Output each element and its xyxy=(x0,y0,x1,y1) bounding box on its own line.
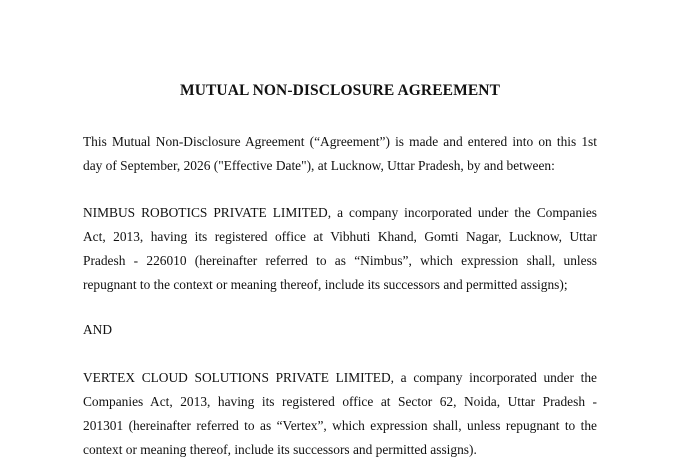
party-one-paragraph xyxy=(83,201,597,297)
text-line: Companies Act, 2013, having its registered office at Sector 62, Noida, Uttar Pradesh - xyxy=(83,394,597,409)
document-title: MUTUAL NON-DISCLOSURE AGREEMENT xyxy=(179,82,501,99)
text-line: context or meaning thereof, include its successors and permitted assigns). xyxy=(83,442,477,457)
preamble-paragraph xyxy=(83,130,597,178)
text-line: NIMBUS ROBOTICS PRIVATE LIMITED, a company incorporated under the Companies xyxy=(83,205,597,220)
and-separator xyxy=(83,318,597,342)
text-line: Act, 2013, having its registered office at Vibhuti Khand, Gomti Nagar, Lucknow, Uttar xyxy=(83,229,597,244)
text-line: VERTEX CLOUD SOLUTIONS PRIVATE LIMITED, a company incorporated under the xyxy=(83,370,597,385)
text-line: Pradesh - 226010 (hereinafter referred to as “Nimbus”, which expression shall, unless xyxy=(83,253,597,268)
text-line: This Mutual Non-Disclosure Agreement (“Agreement”) is made and entered into on this 1st xyxy=(83,134,597,149)
party-two-paragraph xyxy=(83,366,597,462)
text-line: AND xyxy=(83,322,113,337)
text-line: day of September, 2026 ("Effective Date"), at Lucknow, Uttar Pradesh, by and between: xyxy=(83,158,555,173)
text-line: repugnant to the context or meaning thereof, include its successors and permitted assigns); xyxy=(83,277,568,292)
text-line: 201301 (hereinafter referred to as “Vertex”, which expression shall, unless repugnant to the xyxy=(83,418,597,433)
